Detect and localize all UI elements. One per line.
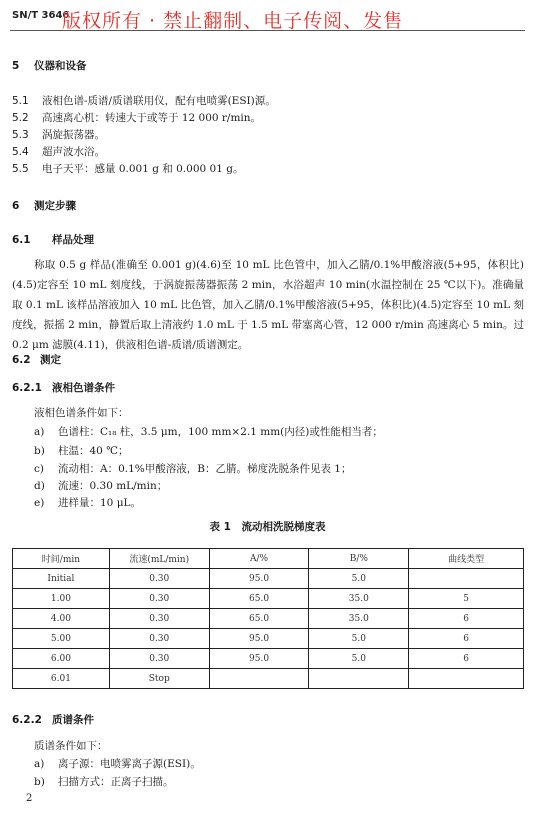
clause-text: 电子天平：感量 0.001 g 和 0.000 01 g。 xyxy=(42,163,244,175)
table-cell: 95.0 xyxy=(209,569,309,589)
subsection-number: 6.1 xyxy=(12,234,31,246)
table-cell xyxy=(309,669,409,689)
column-header: 时间/min xyxy=(13,549,110,569)
item-text: 进样量：10 μL。 xyxy=(58,497,141,509)
list-item xyxy=(34,495,141,510)
subsection-title: 液相色谱条件 xyxy=(52,382,115,394)
subsection-title: 测定 xyxy=(40,354,61,366)
item-label: a) xyxy=(34,758,45,770)
gradient-table xyxy=(12,548,524,689)
table-cell: 0.30 xyxy=(109,629,209,649)
item-label: b) xyxy=(34,776,45,788)
section-number: 6 xyxy=(12,200,20,212)
subsection-number: 6.2 xyxy=(12,354,31,366)
item-label: e) xyxy=(34,497,45,509)
table-cell xyxy=(409,569,524,589)
table-cell: 35.0 xyxy=(309,589,409,609)
table-cell: 65.0 xyxy=(209,589,309,609)
lc-conditions-intro: 液相色谱条件如下： xyxy=(34,407,129,419)
list-item xyxy=(34,443,128,458)
section-5-heading xyxy=(12,58,87,73)
table-cell: 5.0 xyxy=(309,629,409,649)
item-text: 扫描方式：正离子扫描。 xyxy=(58,776,174,788)
subsection-title: 质谱条件 xyxy=(52,714,94,726)
table-cell: 6.01 xyxy=(13,669,110,689)
item-text: 流动相：A：0.1%甲酸溶液，B：乙腈。梯度洗脱条件见表 1； xyxy=(58,463,352,475)
table-row xyxy=(13,589,524,609)
list-item xyxy=(12,144,105,159)
table-header-row xyxy=(13,549,524,569)
list-item xyxy=(34,774,174,789)
subsection-number: 6.2.2 xyxy=(12,714,42,726)
item-text: 色谱柱：C₁₈ 柱，3.5 μm，100 mm×2.1 mm(内径)或性能相当者； xyxy=(58,426,383,438)
table-cell: 4.00 xyxy=(13,609,110,629)
table-cell: 6.00 xyxy=(13,649,110,669)
table-cell xyxy=(409,669,524,689)
list-item xyxy=(34,756,201,771)
clause-number: 5.5 xyxy=(12,163,29,175)
table-cell xyxy=(209,669,309,689)
table-cell: 6 xyxy=(409,649,524,669)
clause-number: 5.4 xyxy=(12,146,29,158)
table-cell: Initial xyxy=(13,569,110,589)
list-item xyxy=(12,127,105,142)
section-6-heading xyxy=(12,198,76,213)
item-label: d) xyxy=(34,480,45,492)
subsection-number: 6.2.1 xyxy=(12,382,42,394)
table-row xyxy=(13,569,524,589)
table-cell: 35.0 xyxy=(309,609,409,629)
table-cell: 0.30 xyxy=(109,649,209,669)
table-cell: 6 xyxy=(409,609,524,629)
list-item xyxy=(34,461,352,476)
section-number: 5 xyxy=(12,60,20,72)
table-cell: 0.30 xyxy=(109,569,209,589)
table-row xyxy=(13,629,524,649)
table-cell: 65.0 xyxy=(209,609,309,629)
table-cell: 95.0 xyxy=(209,629,309,649)
subsection-6-2-heading xyxy=(12,352,61,367)
item-text: 离子源：电喷雾离子源(ESI)。 xyxy=(58,758,201,770)
table-cell: 0.30 xyxy=(109,589,209,609)
item-label: c) xyxy=(34,463,44,475)
list-item xyxy=(34,478,167,493)
table-row xyxy=(13,649,524,669)
subsection-6-2-1-heading xyxy=(12,380,115,395)
table-row xyxy=(13,609,524,629)
header-rule xyxy=(10,30,525,31)
standard-code: SN/T 3646 xyxy=(12,10,70,21)
list-item xyxy=(12,161,243,176)
clause-text: 液相色谱-质谱/质谱联用仪，配有电喷雾(ESI)源。 xyxy=(42,95,276,107)
subsection-6-1-heading xyxy=(12,232,94,247)
table-cell: 5.00 xyxy=(13,629,110,649)
page-number: 2 xyxy=(26,793,33,804)
clause-number: 5.1 xyxy=(12,95,29,107)
table-cell: 5.0 xyxy=(309,649,409,669)
ms-conditions-intro: 质谱条件如下： xyxy=(34,740,108,752)
clause-number: 5.2 xyxy=(12,112,29,124)
section-title: 仪器和设备 xyxy=(34,60,87,72)
column-header: 曲线类型 xyxy=(409,549,524,569)
list-item xyxy=(12,93,276,108)
section-title: 测定步骤 xyxy=(34,200,76,212)
column-header: 流速(mL/min) xyxy=(109,549,209,569)
table-cell: 6 xyxy=(409,629,524,649)
item-text: 流速：0.30 mL/min； xyxy=(58,480,168,492)
clause-text: 涡旋振荡器。 xyxy=(42,129,105,141)
column-header: B/% xyxy=(309,549,409,569)
sample-preparation-paragraph: 称取 0.5 g 样品(准确至 0.001 g)(4.6)至 10 mL 比色管中，加入乙腈/0.1%甲酸溶液(5+95，体积比)(4.5)定容至 10 mL 刻度线，于涡旋振荡器振荡 2 min，水浴超声 10 min(水温控制在 25 ℃以下)。准确量取 0.1 mL 该样品溶液加入 10 mL 比色管，加入乙腈/0.1%甲酸溶液(5+95，体积比)(4.5)定容至 10 mL 刻度线，振摇 2 min，静置后取上清液约 1.0 mL 于 1.5 mL 带塞离心管，12 000 r/min 高速离心 5 min。过 0.2 μm 滤膜(4.11)，供液相色谱-质谱/质谱测定。 xyxy=(12,259,524,351)
item-label: b) xyxy=(34,445,45,457)
list-item xyxy=(34,424,383,439)
table-cell: 5 xyxy=(409,589,524,609)
copyright-watermark: 版权所有 · 禁止翻制、电子传阅、发售 xyxy=(62,10,404,32)
column-header: A/% xyxy=(209,549,309,569)
table-cell: 1.00 xyxy=(13,589,110,609)
table-caption: 表 1 流动相洗脱梯度表 xyxy=(209,521,326,533)
item-text: 柱温：40 ℃； xyxy=(58,445,129,457)
list-item xyxy=(12,110,261,125)
table-cell: 5.0 xyxy=(309,569,409,589)
item-label: a) xyxy=(34,426,45,438)
table-cell: Stop xyxy=(109,669,209,689)
subsection-6-2-2-heading xyxy=(12,712,94,727)
clause-number: 5.3 xyxy=(12,129,29,141)
table-cell: 95.0 xyxy=(209,649,309,669)
subsection-title: 样品处理 xyxy=(52,234,94,246)
clause-text: 超声波水浴。 xyxy=(42,146,105,158)
table-row xyxy=(13,669,524,689)
table-cell: 0.30 xyxy=(109,609,209,629)
clause-text: 高速离心机：转速大于或等于 12 000 r/min。 xyxy=(42,112,262,124)
